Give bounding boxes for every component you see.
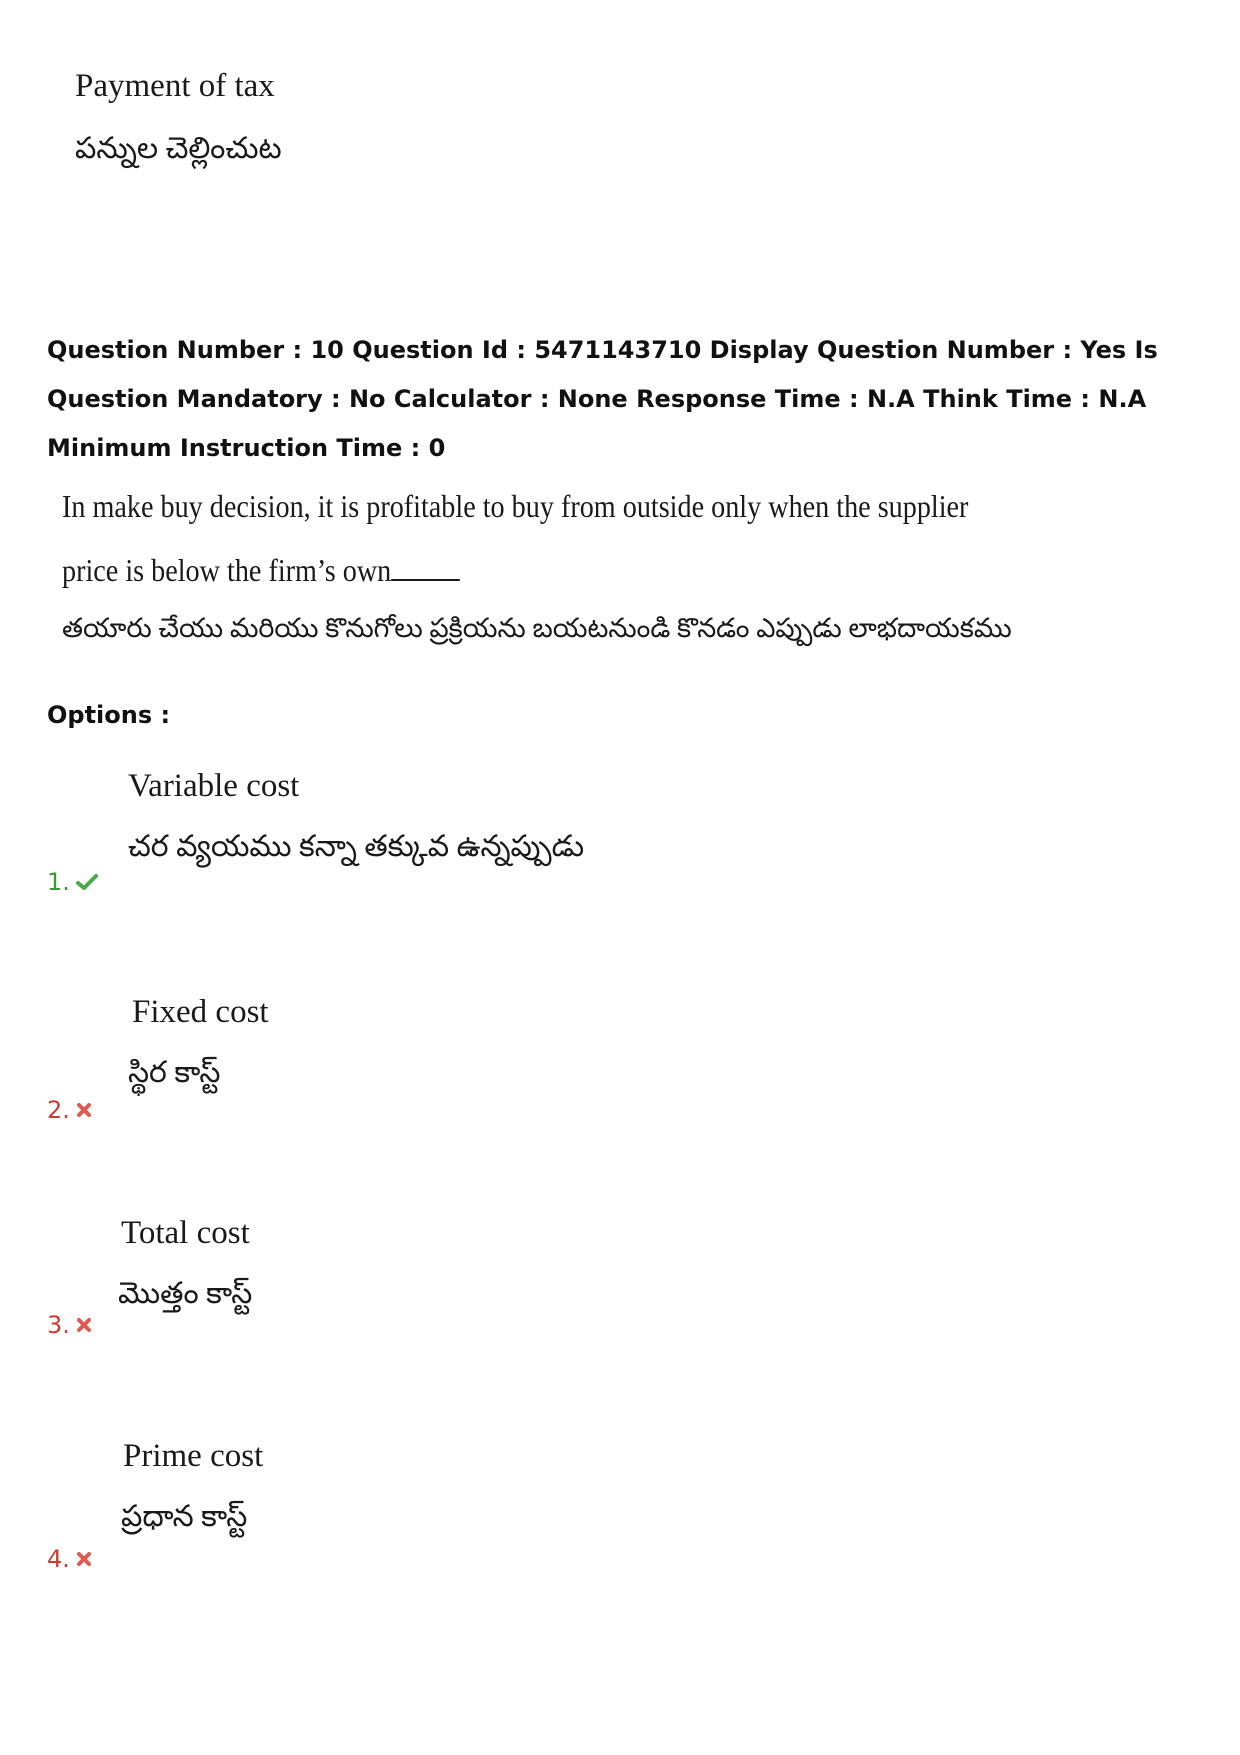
question-stem-line-2 (62, 551, 460, 589)
option-3-marker (47, 1311, 92, 1339)
option-3-number: 3. (47, 1311, 70, 1339)
question-meta: Question Number : 10 Question Id : 5471143710 Display Question Number : Yes Is Question Mandatory : No Calculator : None Response Time : N.A Think Time : N.A Minimum Instruction Time : 0 (47, 336, 1158, 462)
option-1-number: 1. (47, 868, 70, 896)
option-4-telugu[interactable]: ప్రధాన కాస్ట్ (121, 1500, 248, 1533)
option-1-telugu[interactable]: చర వ్యయము కన్నా తక్కువ ఉన్నప్పుడు (128, 830, 585, 863)
option-4-english[interactable]: Prime cost (123, 1438, 264, 1474)
option-2-telugu[interactable]: స్థిర కాస్ట్ (128, 1056, 221, 1089)
previous-option-telugu: పన్నుల చెల్లించుట (75, 132, 282, 165)
cross-icon (76, 1317, 92, 1333)
previous-option-english: Payment of tax (75, 68, 275, 104)
check-icon (76, 873, 98, 891)
cross-icon (76, 1551, 92, 1567)
option-1-marker (47, 868, 98, 896)
option-4-number: 4. (47, 1545, 70, 1573)
option-4-marker (47, 1545, 92, 1573)
option-1-english[interactable]: Variable cost (128, 768, 300, 804)
cross-icon (76, 1102, 92, 1118)
option-2-marker (47, 1096, 92, 1124)
option-3-telugu[interactable]: మొత్తం కాస్ట్ (118, 1277, 253, 1310)
question-stem-telugu: తయారు చేయు మరియు కొనుగోలు ప్రక్రియను బయటనుండి కొనడం ఎప్పుడు లాభదాయకము (62, 613, 1012, 643)
question-stem-line-2-text: price is below the firm’s own (62, 552, 392, 588)
fill-blank (391, 551, 460, 581)
option-3-english[interactable]: Total cost (121, 1215, 250, 1251)
question-stem-line-1: In make buy decision, it is profitable to buy from outside only when the supplier (62, 488, 969, 524)
option-2-english[interactable]: Fixed cost (132, 994, 269, 1030)
option-2-number: 2. (47, 1096, 70, 1124)
options-label: Options : (47, 701, 171, 729)
